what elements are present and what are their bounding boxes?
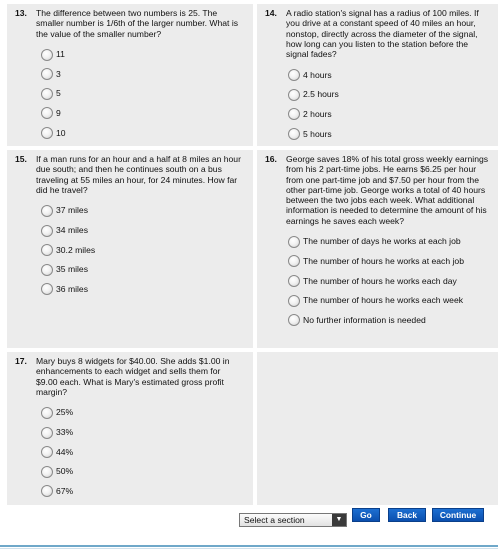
radio-button-icon[interactable] — [41, 88, 53, 100]
option-label: The number of hours he works each week — [303, 295, 464, 306]
question-number: 15. — [15, 154, 27, 164]
radio-button-icon[interactable] — [288, 255, 300, 267]
back-button[interactable]: Back — [388, 508, 426, 522]
question-16 — [257, 150, 498, 348]
answer-option[interactable] — [288, 124, 496, 144]
radio-button-icon[interactable] — [288, 295, 300, 307]
continue-button[interactable]: Continue — [432, 508, 484, 522]
answer-option[interactable] — [41, 104, 247, 124]
option-label: 2 hours — [303, 108, 332, 119]
radio-button-icon[interactable] — [41, 407, 53, 419]
option-label: 33% — [56, 427, 74, 438]
answer-option[interactable] — [288, 271, 496, 291]
answer-option[interactable] — [41, 260, 247, 280]
radio-button-icon[interactable] — [41, 205, 53, 217]
answer-options — [288, 232, 496, 330]
question-13 — [7, 4, 253, 146]
footer-divider — [0, 545, 498, 547]
answer-options — [41, 45, 247, 143]
answer-option[interactable] — [288, 85, 496, 105]
option-label: 3 — [56, 68, 61, 79]
option-label: 44% — [56, 446, 74, 457]
answer-option[interactable] — [41, 123, 247, 143]
option-label: 10 — [56, 127, 66, 138]
footer-divider-shadow — [0, 548, 498, 549]
option-label: 4 hours — [303, 69, 332, 80]
radio-button-icon[interactable] — [288, 128, 300, 140]
question-grid — [7, 4, 498, 505]
question-text: Mary buys 8 widgets for $40.00. She adds $1.00 in enhancements to each widget and sells them for $9.00 each. What is Mary's estimated gross profit margin? — [36, 356, 230, 397]
question-text: A radio station's signal has a radius of 100 miles. If you drive at a constant speed of 40 miles an hour, nonstop, directly across the diameter of the signal, how long can you listen to the station before the signal fades? — [286, 8, 479, 60]
option-label: 30.2 miles — [56, 244, 96, 255]
answer-option[interactable] — [41, 240, 247, 260]
answer-option[interactable] — [41, 482, 247, 502]
radio-button-icon[interactable] — [288, 108, 300, 120]
radio-button-icon[interactable] — [288, 314, 300, 326]
answer-option[interactable] — [41, 462, 247, 482]
answer-option[interactable] — [41, 403, 247, 423]
section-select[interactable] — [239, 513, 347, 527]
radio-button-icon[interactable] — [288, 236, 300, 248]
option-label: 36 miles — [56, 283, 88, 294]
radio-button-icon[interactable] — [288, 89, 300, 101]
answer-options — [288, 65, 496, 143]
answer-options — [41, 403, 247, 501]
question-number: 16. — [265, 154, 277, 164]
radio-button-icon[interactable] — [41, 485, 53, 497]
radio-button-icon[interactable] — [41, 127, 53, 139]
radio-button-icon[interactable] — [288, 275, 300, 287]
option-label: 11 — [56, 49, 65, 60]
answer-option[interactable] — [41, 45, 247, 65]
radio-button-icon[interactable] — [41, 283, 53, 295]
option-label: 37 miles — [56, 205, 88, 216]
go-button[interactable]: Go — [352, 508, 380, 522]
question-number: 13. — [15, 8, 27, 18]
radio-button-icon[interactable] — [41, 427, 53, 439]
option-label: 9 — [56, 107, 61, 118]
question-text: If a man runs for an hour and a half at 8 miles an hour due south; and then he continues south on a bus traveling at 55 miles an hour, for 24 minutes. How far did he travel? — [36, 154, 241, 195]
option-label: 5 — [56, 88, 61, 99]
radio-button-icon[interactable] — [41, 244, 53, 256]
option-label: The number of hours he works at each job — [303, 255, 464, 266]
question-15 — [7, 150, 253, 348]
answer-option[interactable] — [41, 423, 247, 443]
option-label: 67% — [56, 485, 74, 496]
section-select-value: Select a section — [244, 515, 305, 525]
question-14 — [257, 4, 498, 146]
option-label: 2.5 hours — [303, 89, 339, 100]
option-label: No further information is needed — [303, 314, 426, 325]
question-text: George saves 18% of his total gross weekly earnings from his 2 part-time jobs. He earns $6.25 per hour from one part-time job and $7.50 per hour from the other part-time job. George works a total of 40 hours between the two jobs each week. What additional information is needed to determine the amount of his earnings he saves each week? — [286, 154, 489, 226]
answer-option[interactable] — [41, 221, 247, 241]
question-text: The difference between two numbers is 25. The smaller number is 1/6th of the larger number. What is the value of the smaller number? — [36, 8, 239, 39]
empty-panel — [257, 352, 498, 505]
option-label: 5 hours — [303, 128, 332, 139]
radio-button-icon[interactable] — [41, 466, 53, 478]
answer-option[interactable] — [288, 65, 496, 85]
answer-options — [41, 201, 247, 299]
answer-option[interactable] — [41, 84, 247, 104]
answer-option[interactable] — [288, 252, 496, 272]
answer-option[interactable] — [41, 280, 247, 300]
answer-option[interactable] — [288, 232, 496, 252]
answer-option[interactable] — [41, 201, 247, 221]
radio-button-icon[interactable] — [41, 446, 53, 458]
radio-button-icon[interactable] — [41, 264, 53, 276]
question-number: 14. — [265, 8, 277, 18]
option-label: 50% — [56, 466, 74, 477]
answer-option[interactable] — [41, 442, 247, 462]
radio-button-icon[interactable] — [41, 49, 53, 61]
radio-button-icon[interactable] — [288, 69, 300, 81]
answer-option[interactable] — [288, 105, 496, 125]
option-label: The number of hours he works each day — [303, 275, 457, 286]
answer-option[interactable] — [288, 291, 496, 311]
answer-option[interactable] — [288, 310, 496, 330]
radio-button-icon[interactable] — [41, 225, 53, 237]
question-17 — [7, 352, 253, 505]
option-label: 35 miles — [56, 264, 88, 275]
radio-button-icon[interactable] — [41, 107, 53, 119]
chevron-down-icon[interactable]: ▼ — [332, 514, 346, 526]
answer-option[interactable] — [41, 64, 247, 84]
question-number: 17. — [15, 356, 27, 366]
option-label: 25% — [56, 407, 74, 418]
radio-button-icon[interactable] — [41, 68, 53, 80]
option-label: 34 miles — [56, 225, 88, 236]
option-label: The number of days he works at each job — [303, 236, 461, 247]
